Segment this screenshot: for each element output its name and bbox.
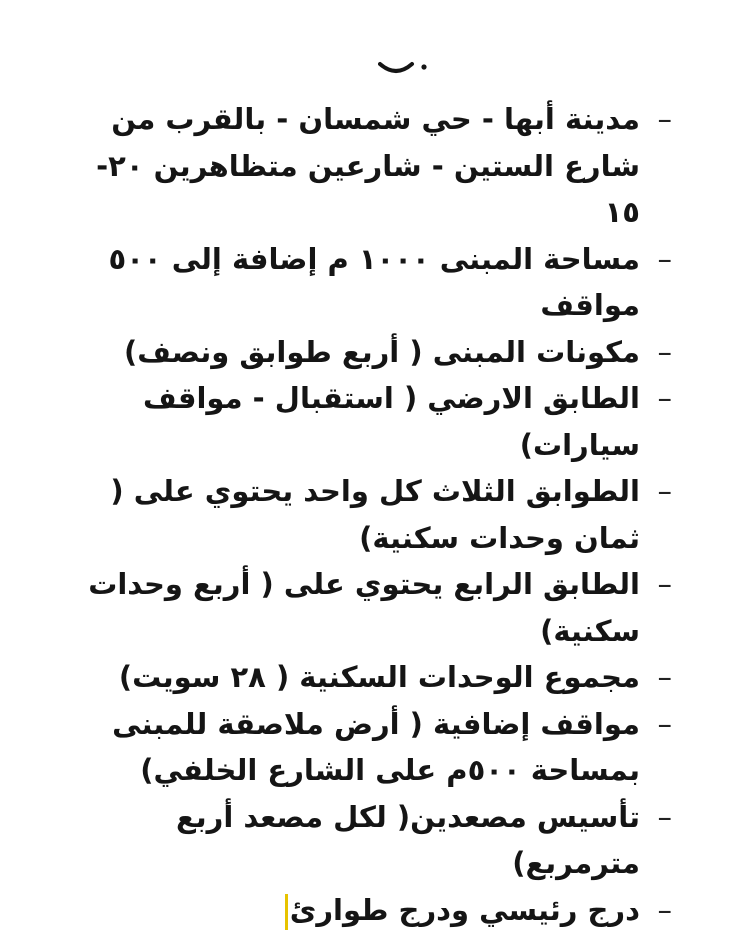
item-text: الطابق الرابع يحتوي على ( أربع وحدات سكنية) <box>88 567 640 648</box>
list-item <box>0 329 750 376</box>
bullet-dash: – <box>658 468 673 515</box>
item-text: مدينة أبها - حي شمسان - بالقرب من شارع الستين - شارعين متظاهرين ٢٠- ١٥ <box>96 102 640 229</box>
bullet-dash: – <box>658 375 673 422</box>
property-details-list <box>0 96 750 933</box>
item-text: درج رئيسي ودرج طوارئ <box>290 893 640 927</box>
list-item <box>0 375 750 468</box>
bullet-dash: – <box>658 654 673 701</box>
bullet-dash: – <box>658 701 673 748</box>
bullet-dash: – <box>658 794 673 841</box>
item-text: مساحة المبنى ١٠٠٠ م إضافة إلى ٥٠٠ مواقف <box>109 242 641 323</box>
bullet-dash: – <box>658 561 673 608</box>
list-item <box>0 654 750 701</box>
list-item <box>0 236 750 329</box>
list-item <box>0 794 750 887</box>
item-text: مكونات المبنى ( أربع طوابق ونصف) <box>124 335 640 369</box>
bullet-dash: – <box>658 887 673 933</box>
list-item <box>0 96 750 236</box>
item-text: مجموع الوحدات السكنية ( ٢٨ سويت) <box>119 660 640 694</box>
list-item <box>0 468 750 561</box>
list-item <box>0 561 750 654</box>
list-item <box>0 701 750 794</box>
item-text: تأسيس مصعدين( لكل مصعد أربع مترمربع) <box>176 800 640 881</box>
bullet-dash: – <box>658 236 673 283</box>
bullet-dash: – <box>658 329 673 376</box>
item-text: الطابق الارضي ( استقبال - مواقف سيارات) <box>143 381 640 462</box>
item-text: مواقف إضافية ( أرض ملاصقة للمبنى بمساحة ٥٠٠م على الشارع الخلفي) <box>112 707 640 788</box>
item-text: الطوابق الثلاث كل واحد يحتوي على ( ثمان وحدات سكنية) <box>110 474 640 555</box>
list-item <box>0 887 750 933</box>
bullet-dash: – <box>658 96 673 143</box>
decorative-mark-icon <box>378 54 428 80</box>
text-cursor <box>285 894 288 930</box>
